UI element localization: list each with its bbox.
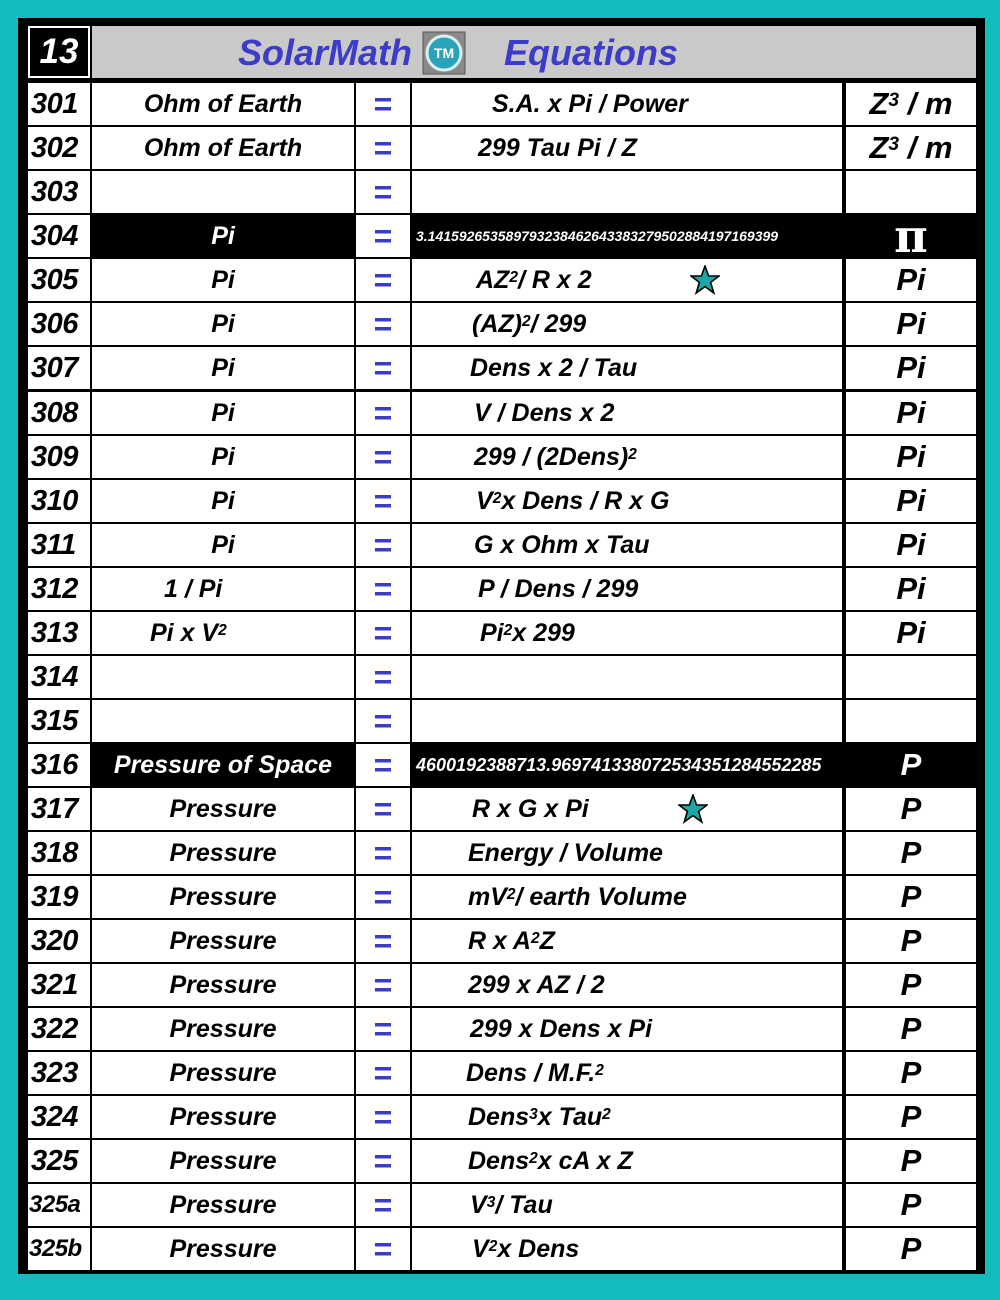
quantity-name: Pressure [92, 1008, 354, 1050]
unit-label: Z $^3$ / m [846, 127, 976, 169]
unit-label: Pi [846, 436, 976, 478]
trademark-logo-icon [422, 31, 466, 75]
expression: V / Dens x 2 [412, 392, 842, 434]
row-number: 320 [28, 920, 90, 962]
unit-label: P [846, 1228, 976, 1270]
equals-sign: = [356, 524, 410, 566]
quantity-name: Pressure [92, 964, 354, 1006]
equals-sign: = [356, 876, 410, 918]
equation-table [18, 18, 985, 1274]
quantity-name: Pressure [92, 920, 354, 962]
unit-label: P [846, 1184, 976, 1226]
equals-sign: = [356, 920, 410, 962]
quantity-name: Pi [92, 524, 354, 566]
quantity-name: Pressure [92, 1096, 354, 1138]
row-number: 316 [28, 744, 90, 786]
equals-sign: = [356, 215, 410, 257]
unit-label: Pi [846, 303, 976, 345]
row-number: 305 [28, 259, 90, 301]
unit-label: P [846, 832, 976, 874]
expression [412, 700, 842, 742]
quantity-name: Pressure [92, 1184, 354, 1226]
equals-sign: = [356, 1140, 410, 1182]
expression: 299 Tau Pi / Z [412, 127, 842, 169]
equals-sign: = [356, 480, 410, 522]
equals-sign: = [356, 392, 410, 434]
expression: Dens $^3$ x Tau $^2$ [412, 1096, 842, 1138]
equals-sign: = [356, 1096, 410, 1138]
row-number: 301 [28, 83, 90, 125]
title-bar [92, 26, 976, 78]
row-number: 306 [28, 303, 90, 345]
quantity-name: Pi [92, 303, 354, 345]
equals-sign: = [356, 1008, 410, 1050]
row-number: 302 [28, 127, 90, 169]
row-number: 323 [28, 1052, 90, 1094]
unit-label [846, 700, 976, 742]
quantity-name: Pi [92, 215, 354, 257]
row-number: 324 [28, 1096, 90, 1138]
quantity-name: Pi [92, 347, 354, 389]
unit-label: Pi [846, 480, 976, 522]
expression: 299 x AZ / 2 [412, 964, 842, 1006]
equals-sign: = [356, 83, 410, 125]
equals-sign: = [356, 568, 410, 610]
unit-label: Pi [846, 259, 976, 301]
row-number: 314 [28, 656, 90, 698]
row-number: 315 [28, 700, 90, 742]
unit-label: P [846, 1008, 976, 1050]
quantity-name: Pi [92, 259, 354, 301]
row-number: 325a [28, 1184, 90, 1226]
unit-label: P [846, 1052, 976, 1094]
equals-sign: = [356, 612, 410, 654]
equals-sign: = [356, 436, 410, 478]
equals-sign: = [356, 744, 410, 786]
unit-label: Z $^3$ / m [846, 83, 976, 125]
equals-sign: = [356, 1228, 410, 1270]
quantity-name [92, 656, 354, 698]
equals-sign: = [356, 1184, 410, 1226]
expression: V $^2$ x Dens / R x G [412, 480, 842, 522]
equals-sign: = [356, 656, 410, 698]
expression: 299 x Dens x Pi [412, 1008, 842, 1050]
expression: G x Ohm x Tau [412, 524, 842, 566]
quantity-name: Ohm of Earth [92, 83, 354, 125]
quantity-name: Pi [92, 436, 354, 478]
expression: S.A. x Pi / Power [412, 83, 842, 125]
equals-sign: = [356, 127, 410, 169]
unit-label: Pi [846, 568, 976, 610]
page-number: 13 [28, 26, 90, 78]
expression [412, 656, 842, 698]
row-number: 308 [28, 392, 90, 434]
star-icon [690, 265, 720, 295]
page-title: Equations [504, 32, 679, 73]
quantity-name: Pressure [92, 1052, 354, 1094]
unit-label: P [846, 1140, 976, 1182]
row-number: 307 [28, 347, 90, 389]
unit-label: P [846, 744, 976, 786]
expression: AZ $^2$ / R x 2 [412, 259, 842, 301]
expression: 3.141592653589793238462643383279502884197169399 [412, 215, 842, 257]
quantity-name: Pressure [92, 1140, 354, 1182]
svg-text:TM: TM [433, 45, 455, 61]
row-number: 309 [28, 436, 90, 478]
unit-label [846, 656, 976, 698]
quantity-name: Pi [92, 392, 354, 434]
equals-sign: = [356, 964, 410, 1006]
quantity-name: Pressure [92, 788, 354, 830]
expression: V $^2$ x Dens [412, 1228, 842, 1270]
row-number: 322 [28, 1008, 90, 1050]
quantity-name: Pressure [92, 876, 354, 918]
row-number: 317 [28, 788, 90, 830]
equals-sign: = [356, 1052, 410, 1094]
star-icon [678, 794, 708, 824]
quantity-name [92, 700, 354, 742]
row-number: 312 [28, 568, 90, 610]
row-number: 310 [28, 480, 90, 522]
row-number: 303 [28, 171, 90, 213]
row-number: 304 [28, 215, 90, 257]
equals-sign: = [356, 259, 410, 301]
equals-sign: = [356, 171, 410, 213]
row-number: 325b [28, 1228, 90, 1270]
unit-label: P [846, 964, 976, 1006]
expression: P / Dens / 299 [412, 568, 842, 610]
unit-label: Pi [846, 392, 976, 434]
quantity-name: 1 / Pi [92, 568, 354, 610]
unit-label: Pi [846, 524, 976, 566]
expression: Dens / M.F. $^2$ [412, 1052, 842, 1094]
unit-label: P [846, 876, 976, 918]
row-number: 311 [28, 524, 90, 566]
unit-label: P [846, 920, 976, 962]
brand-title: SolarMath [238, 32, 413, 73]
quantity-name [92, 171, 354, 213]
expression: Pi $^2$ x 299 [412, 612, 842, 654]
expression: Dens $^2$ x cA x Z [412, 1140, 842, 1182]
expression: 4600192388713.969741338072534351284552285 [412, 744, 842, 786]
expression: V $^3$ / Tau [412, 1184, 842, 1226]
quantity-name: Pi [92, 480, 354, 522]
row-number: 313 [28, 612, 90, 654]
quantity-name: Pressure of Space [92, 744, 354, 786]
equals-sign: = [356, 832, 410, 874]
row-number: 318 [28, 832, 90, 874]
equals-sign: = [356, 347, 410, 389]
equals-sign: = [356, 303, 410, 345]
quantity-name: Pressure [92, 1228, 354, 1270]
unit-label [846, 171, 976, 213]
expression: R x G x Pi [412, 788, 842, 830]
expression [412, 171, 842, 213]
equals-sign: = [356, 700, 410, 742]
row-number: 319 [28, 876, 90, 918]
expression: Dens x 2 / Tau [412, 347, 842, 389]
row-number: 325 [28, 1140, 90, 1182]
expression: R x A $^2$ Z [412, 920, 842, 962]
expression: mV $^2$ / earth Volume [412, 876, 842, 918]
quantity-name: Pressure [92, 832, 354, 874]
expression: 299 / (2Dens) $^2$ [412, 436, 842, 478]
equals-sign: = [356, 788, 410, 830]
row-number: 321 [28, 964, 90, 1006]
quantity-name: Ohm of Earth [92, 127, 354, 169]
unit-label: π [846, 215, 976, 257]
expression: (AZ) $^2$ / 299 [412, 303, 842, 345]
unit-label: Pi [846, 612, 976, 654]
unit-label: P [846, 788, 976, 830]
unit-label: P [846, 1096, 976, 1138]
quantity-name: Pi x V $^2$ [92, 612, 354, 654]
expression: Energy / Volume [412, 832, 842, 874]
unit-label: Pi [846, 347, 976, 389]
